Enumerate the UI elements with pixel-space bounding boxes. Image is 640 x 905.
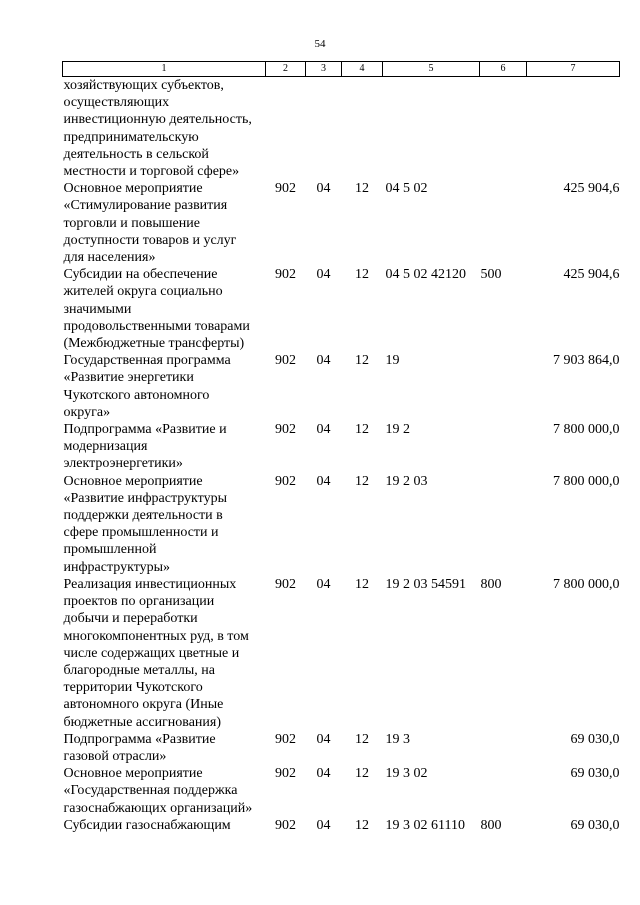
column-number-4: 4 bbox=[342, 62, 383, 77]
item-name-line: Реализация инвестиционных bbox=[63, 576, 237, 592]
amount-cell bbox=[527, 77, 620, 181]
item-name-line: осуществляющих bbox=[63, 95, 170, 111]
amount-cell: 69 030,0 bbox=[570, 731, 620, 747]
item-name-line: промышленной bbox=[63, 542, 157, 558]
item-name-line: (Межбюджетные трансферты) bbox=[63, 336, 245, 352]
column-number-6: 6 bbox=[480, 62, 527, 77]
budget-code-cell: 902 bbox=[275, 267, 296, 283]
budget-table bbox=[62, 61, 620, 834]
amount-cell: 7 800 000,0 bbox=[553, 422, 620, 438]
item-name-line: доступности товаров и услуг bbox=[63, 232, 237, 248]
table-row bbox=[63, 473, 620, 576]
target-article-cell: 19 3 02 61110 bbox=[385, 817, 465, 833]
item-name-line: значимыми bbox=[63, 301, 132, 317]
budget-code-cell: 902 bbox=[275, 353, 296, 369]
table-row bbox=[63, 77, 620, 181]
budget-code-cell: 902 bbox=[275, 473, 296, 489]
section-cell: 04 bbox=[316, 473, 331, 489]
subsection-cell: 12 bbox=[355, 576, 369, 592]
expense-type-cell bbox=[480, 473, 527, 576]
subsection-cell: 12 bbox=[355, 181, 369, 197]
amount-cell: 7 903 864,0 bbox=[553, 353, 620, 369]
item-name-line: благородные металлы, на bbox=[63, 662, 215, 678]
item-name-cell bbox=[63, 576, 266, 731]
budget-code-cell: 902 bbox=[275, 817, 296, 833]
table-body bbox=[63, 77, 620, 834]
item-name-line: числе содержащих цветные и bbox=[63, 645, 240, 661]
column-number-5: 5 bbox=[383, 62, 480, 77]
item-name-line: многокомпонентных руд, в том bbox=[63, 628, 249, 644]
section-cell bbox=[306, 77, 342, 181]
column-number-2: 2 bbox=[266, 62, 306, 77]
amount-cell: 7 800 000,0 bbox=[553, 473, 620, 489]
target-article-cell bbox=[383, 77, 480, 181]
target-article-cell: 19 2 03 54591 bbox=[385, 576, 466, 592]
amount-cell: 7 800 000,0 bbox=[553, 576, 620, 592]
budget-code-cell: 902 bbox=[275, 181, 296, 197]
item-name-line: местности и торговой сфере» bbox=[63, 164, 240, 180]
expense-type-cell bbox=[480, 77, 527, 181]
item-name-line: Подпрограмма «Развитие и bbox=[63, 422, 227, 438]
item-name-cell bbox=[63, 421, 266, 473]
subsection-cell: 12 bbox=[355, 731, 369, 747]
table-row bbox=[63, 576, 620, 731]
item-name-line: модернизация bbox=[63, 439, 148, 455]
item-name-line: округа» bbox=[63, 404, 111, 420]
target-article-cell: 19 2 03 bbox=[385, 473, 428, 489]
target-article-cell: 19 3 bbox=[385, 731, 410, 747]
expense-type-cell bbox=[480, 352, 527, 421]
item-name-line: «Развитие энергетики bbox=[63, 370, 194, 386]
expense-type-cell bbox=[480, 180, 527, 266]
table-header-row bbox=[63, 62, 620, 77]
item-name-line: Государственная программа bbox=[63, 353, 231, 369]
item-name-line: Основное мероприятие bbox=[63, 181, 203, 197]
item-name-line: автономного округа (Иные bbox=[63, 697, 224, 713]
section-cell: 04 bbox=[316, 353, 331, 369]
section-cell: 04 bbox=[316, 576, 331, 592]
item-name-line: газовой отрасли» bbox=[63, 748, 167, 764]
item-name-line: инфраструктуры» bbox=[63, 559, 171, 575]
item-name-line: для населения» bbox=[63, 250, 156, 266]
subsection-cell: 12 bbox=[355, 766, 369, 782]
item-name-line: хозяйствующих субъектов, bbox=[63, 78, 224, 93]
table-row bbox=[63, 180, 620, 266]
subsection-cell: 12 bbox=[355, 422, 369, 438]
column-number-7: 7 bbox=[527, 62, 620, 77]
section-cell: 04 bbox=[316, 817, 331, 833]
budget-code-cell bbox=[266, 77, 306, 181]
budget-code-cell: 902 bbox=[275, 576, 296, 592]
item-name-line: проектов по организации bbox=[63, 594, 215, 610]
target-article-cell: 19 2 bbox=[385, 422, 410, 438]
item-name-line: «Развитие инфраструктуры bbox=[63, 490, 228, 506]
item-name-line: «Стимулирование развития bbox=[63, 198, 228, 214]
amount-cell: 69 030,0 bbox=[570, 766, 620, 782]
item-name-line: Подпрограмма «Развитие bbox=[63, 731, 216, 747]
table-row bbox=[63, 421, 620, 473]
section-cell: 04 bbox=[316, 181, 331, 197]
table-row bbox=[63, 765, 620, 817]
item-name-line: сфере промышленности и bbox=[63, 525, 219, 541]
table-row bbox=[63, 352, 620, 421]
item-name-cell bbox=[63, 77, 266, 181]
table-row bbox=[63, 817, 620, 834]
item-name-cell bbox=[63, 352, 266, 421]
expense-type-cell bbox=[480, 765, 527, 817]
item-name-cell bbox=[63, 266, 266, 352]
item-name-line: «Государственная поддержка bbox=[63, 783, 238, 799]
item-name-cell bbox=[63, 473, 266, 576]
subsection-cell: 12 bbox=[355, 473, 369, 489]
expense-type-cell: 800 bbox=[480, 576, 502, 592]
table-row bbox=[63, 731, 620, 765]
item-name-line: деятельность в сельской bbox=[63, 146, 209, 162]
column-number-1: 1 bbox=[63, 62, 266, 77]
item-name-line: Основное мероприятие bbox=[63, 473, 203, 489]
item-name-cell bbox=[63, 817, 266, 834]
budget-code-cell: 902 bbox=[275, 422, 296, 438]
item-name-line: Субсидии газоснабжающим bbox=[63, 817, 231, 833]
item-name-line: инвестиционную деятельность, bbox=[63, 112, 252, 128]
budget-code-cell: 902 bbox=[275, 766, 296, 782]
column-number-3: 3 bbox=[306, 62, 342, 77]
section-cell: 04 bbox=[316, 766, 331, 782]
target-article-cell: 19 bbox=[385, 353, 400, 369]
item-name-cell bbox=[63, 180, 266, 266]
expense-type-cell: 500 bbox=[480, 267, 502, 283]
item-name-line: добычи и переработки bbox=[63, 611, 198, 627]
page-number: 54 bbox=[314, 38, 326, 50]
item-name-line: газоснабжающих организаций» bbox=[63, 800, 253, 816]
section-cell: 04 bbox=[316, 422, 331, 438]
item-name-line: бюджетные ассигнования) bbox=[63, 714, 222, 730]
item-name-line: жителей округа социально bbox=[63, 284, 223, 300]
expense-type-cell bbox=[480, 421, 527, 473]
subsection-cell: 12 bbox=[355, 353, 369, 369]
item-name-cell bbox=[63, 765, 266, 817]
subsection-cell: 12 bbox=[355, 817, 369, 833]
item-name-line: электроэнергетики» bbox=[63, 456, 183, 472]
target-article-cell: 04 5 02 42120 bbox=[385, 267, 466, 283]
section-cell: 04 bbox=[316, 731, 331, 747]
item-name-cell bbox=[63, 731, 266, 765]
expense-type-cell: 800 bbox=[480, 817, 502, 833]
subsection-cell bbox=[342, 77, 383, 181]
expense-type-cell bbox=[480, 731, 527, 765]
table-row bbox=[63, 266, 620, 352]
item-name-line: Основное мероприятие bbox=[63, 766, 203, 782]
amount-cell: 69 030,0 bbox=[570, 817, 620, 833]
item-name-line: предпринимательскую bbox=[63, 129, 199, 145]
amount-cell: 425 904,6 bbox=[563, 267, 620, 283]
subsection-cell: 12 bbox=[355, 267, 369, 283]
item-name-line: продовольственными товарами bbox=[63, 318, 250, 334]
budget-code-cell: 902 bbox=[275, 731, 296, 747]
target-article-cell: 19 3 02 bbox=[385, 766, 428, 782]
target-article-cell: 04 5 02 bbox=[385, 181, 428, 197]
item-name-line: территории Чукотского bbox=[63, 680, 203, 696]
item-name-line: Субсидии на обеспечение bbox=[63, 267, 218, 283]
item-name-line: Чукотского автономного bbox=[63, 387, 210, 403]
item-name-line: поддержки деятельности в bbox=[63, 508, 223, 524]
item-name-line: торговли и повышение bbox=[63, 215, 200, 231]
amount-cell: 425 904,6 bbox=[563, 181, 620, 197]
section-cell: 04 bbox=[316, 267, 331, 283]
